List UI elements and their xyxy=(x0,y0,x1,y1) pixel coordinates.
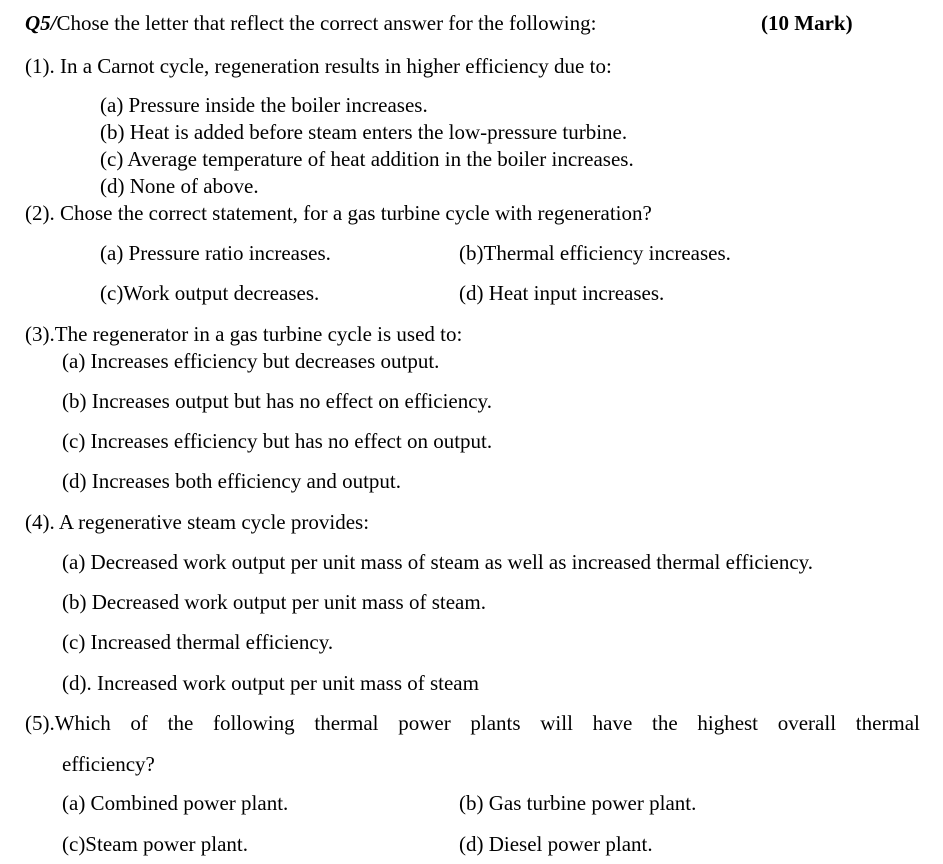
q3-option-c: (c) Increases efficiency but has no effect on output. xyxy=(62,429,493,453)
q5-stem-word: plants xyxy=(470,711,521,735)
q5-stem-word: have xyxy=(592,711,633,735)
q5-stem-word: (5).Which xyxy=(25,711,111,735)
q2-stem: (2). Chose the correct statement, for a gas turbine cycle with regeneration? xyxy=(25,201,652,225)
q5-stem-word: the xyxy=(652,711,678,735)
q4-option-b: (b) Decreased work output per unit mass of steam. xyxy=(62,590,486,614)
q5-stem-continuation: efficiency? xyxy=(62,752,155,776)
q5-stem-word: the xyxy=(167,711,194,735)
question-marks: (10 Mark) xyxy=(761,11,853,35)
q4-option-d: (d). Increased work output per unit mass of steam xyxy=(62,671,479,695)
q4-option-a: (a) Decreased work output per unit mass of steam as well as increased thermal efficiency. xyxy=(62,550,814,574)
q1-option-a: (a) Pressure inside the boiler increases. xyxy=(100,93,428,117)
question-instruction: Chose the letter that reflect the correct answer for the following: xyxy=(56,11,597,35)
q3-option-a: (a) Increases efficiency but decreases output. xyxy=(62,349,440,373)
q5-option-d: (d) Diesel power plant. xyxy=(459,832,653,856)
q2-option-b: (b)Thermal efficiency increases. xyxy=(459,241,731,265)
question-header xyxy=(25,13,596,34)
q5-stem-word: thermal xyxy=(314,711,379,735)
q5-stem-word: of xyxy=(130,711,148,735)
q5-stem-word: overall xyxy=(777,711,837,735)
q5-stem-word: highest xyxy=(697,711,759,735)
q2-option-c: (c)Work output decreases. xyxy=(100,281,320,305)
q5-stem-word: power xyxy=(398,711,451,735)
q1-option-c: (c) Average temperature of heat addition in the boiler increases. xyxy=(100,147,634,171)
q3-option-d: (d) Increases both efficiency and output. xyxy=(62,469,401,493)
q1-option-d: (d) None of above. xyxy=(100,174,259,198)
q5-option-b: (b) Gas turbine power plant. xyxy=(459,791,697,815)
q5-option-c: (c)Steam power plant. xyxy=(62,832,249,856)
q5-stem xyxy=(25,713,920,734)
q1-stem: (1). In a Carnot cycle, regeneration results in higher efficiency due to: xyxy=(25,54,612,78)
q2-option-a: (a) Pressure ratio increases. xyxy=(100,241,331,265)
q5-stem-word: will xyxy=(540,711,573,735)
q5-stem-word: following xyxy=(212,711,295,735)
question-code: Q5/ xyxy=(25,11,57,35)
q5-stem-word: thermal xyxy=(855,711,920,735)
q5-option-a: (a) Combined power plant. xyxy=(62,791,289,815)
q1-option-b: (b) Heat is added before steam enters the low-pressure turbine. xyxy=(100,120,628,144)
q4-option-c: (c) Increased thermal efficiency. xyxy=(62,630,334,654)
q4-stem: (4). A regenerative steam cycle provides: xyxy=(25,510,370,534)
q2-option-d: (d) Heat input increases. xyxy=(459,281,665,305)
q3-stem: (3).The regenerator in a gas turbine cycle is used to: xyxy=(25,322,463,346)
q3-option-b: (b) Increases output but has no effect on efficiency. xyxy=(62,389,492,413)
